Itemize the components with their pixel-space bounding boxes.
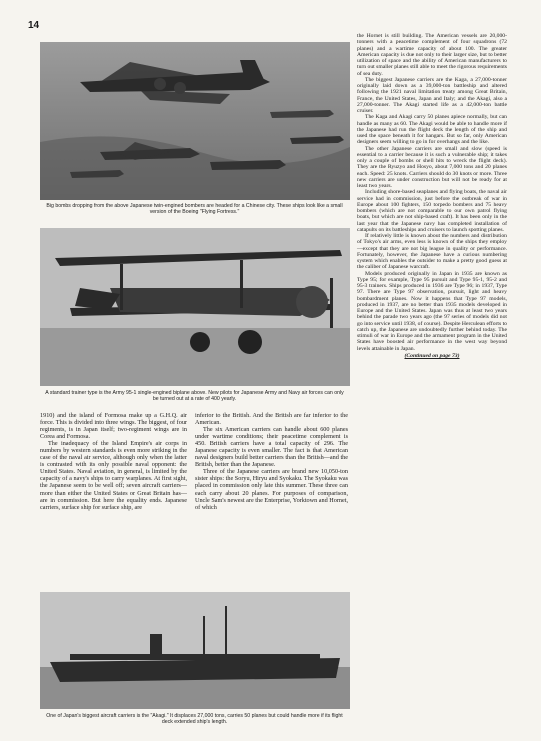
article-paragraph: the Hornet is still building. The American vessels are 20,000-tonners with a peacetime complement of four squadrons (72 planes) and a wartime capacity of about 100. The greater American capacity is due not only to their larger size, but to better utilization of space and the ability of American manufacturers to turn out smaller planes still able to meet the rigorous requirements of sea duty. (357, 33, 507, 77)
bombers-image (40, 42, 350, 200)
article-column-right (357, 33, 507, 359)
article-paragraph: The inadequacy of the Island Empire's air corps in numbers by western standards is even more striking in the case of the naval air service, although only when the latter is contrasted with its only possible naval opponent: the United States. Naval aviation, in general, is limited by the capacity of a navy's ships to carry warplanes. At first sight, the Japanese seem to be well off; seven aircraft carriers—more than either the United States or Great Britain has—are in commission. But here the equality ends. Japanese carriers, surface ship for surface ship, are (40, 440, 187, 511)
article-paragraph: The biggest Japanese carriers are the Kaga, a 27,000-tonner originally laid down as a 39,000-ton battleship and altered following the 1921 naval limitation treaty among Great Britain, France, the United States, Japan and Italy; and the Akagi, also a 27,000-tonner. The Akagi started life as a 42,000-ton battle cruiser. (357, 76, 507, 114)
article-paragraph: The six American carriers can handle about 600 planes under wartime conditions; their peacetime complement is 450. British carriers have a total capacity of 296. The Japanese capacity is even smaller. The fact is that American naval designers build better carriers than the British—and the British, better than the Japanese. (195, 426, 348, 469)
article-column-middle (195, 412, 348, 511)
article-paragraph: The other Japanese carriers are small and slow (speed is essential to a carrier because it is such a vulnerable ship; it takes only a couple of bombs or shell hits to wreck the flight deck). They are the Ryuzyo and Hosyo, about 7,000 tons and 20 planes each. Speed: 25 knots. Carriers should do 30 knots or more. Three new carriers are under construction but will not be ready for at least two years. (357, 145, 507, 189)
carrier-image (40, 592, 350, 709)
article-paragraph: 1910) and the island of Formosa make up a G.H.Q. air force. This is divided into three wings. The biggest, of four regiments, is in Japan itself; two-regiment wings are in Corea and Formosa. (40, 412, 187, 441)
carrier-caption (42, 713, 347, 726)
continued-link[interactable]: (Continued on page 73) (404, 352, 460, 359)
article-paragraph: The Kaga and Akagi carry 50 planes apiece normally, but can handle as many as 60. The Akagi would be able to handle more if the Japanese had run the flight deck the length of the ship and used the space beneath it for hangars. But so far, only American designers seem willing to go in for overhangs and the like. (357, 114, 507, 146)
biplane-caption (42, 390, 347, 403)
article-paragraph: If relatively little is known about the numbers and distribution of Tokyo's air arms, even less is known of the ships they employ—except that they are not big league in quality or performance. Fortunately, however, the Japanese have a curious numbering system which enables the outsider to make a pretty good guess at the caliber of Japanese warcraft. (357, 233, 507, 271)
article-paragraph: Models produced originally in Japan in 1935 are known as Type 95; for example, Type 95 pursuit and Type 95-1, 95-2 and 95-3 trainers. Ships produced in 1936 are Type 96; in 1937, Type 97. There are Type 97 observation, pursuit, light and heavy bombardment planes. Now it happens that Type 97 models, produced in 1937, are no better than 1935 models developed in Europe and the United States. Japan was thus at least two years behind the parade two years ago (the 97 series of models did not go into service until 1938, of course). Despite Herculean efforts to catch up, the Japanese are undoubtedly further behind today. The stimuli of war in Europe and the armament program in the United States have boosted air performance in the west way beyond levels attainable in Japan. (357, 270, 507, 352)
biplane-image (40, 228, 350, 386)
article-paragraph: Including shore-based seaplanes and flying boats, the naval air service had in commission, just before the outbreak of war in Europe about 100 fighters, 150 torpedo bombers and 75 heavy bombers (which are not comparable to our own patrol flying boats, but which are not ship-based craft). It has been only in the last year that the Japanese navy has completed installation of catapults on its battleships and cruisers to launch spotting planes. (357, 189, 507, 233)
bombers-caption (42, 203, 347, 216)
page-number: 14 (28, 20, 40, 31)
article-paragraph: inferior to the British. And the British are far inferior to the American. (195, 412, 348, 427)
article-paragraph: Three of the Japanese carriers are brand new 10,050-ton sister ships: the Soryu, Hiryu and Syokaku. The Syokaku was placed in commission only late this summer. These three can each carry about 20 planes. For purposes of comparison, Uncle Sam's newest are the Enterprise, Yorktown and Hornet, of which (195, 468, 348, 511)
bombers-photo (40, 42, 350, 200)
carrier-caption-text: One of Japan's biggest aircraft carriers is the "Akagi." It displaces 27,000 tons, carries 50 planes but could handle more if its flight deck extended ship's length. (46, 713, 343, 726)
biplane-caption-text: A standard trainer type is the Army 95-1 single-engined biplane above. New pilots for Japanese Army and Navy air forces can only be turned out at a rate of 400 yearly. (45, 390, 344, 403)
article-column-left (40, 412, 187, 511)
biplane-photo (40, 228, 350, 386)
carrier-photo (40, 592, 350, 709)
bombers-caption-text: Big bombs dropping from the above Japanese twin-engined bombers are headed for a Chinese city. These ships look like a small version of the Boeing "Flying Fortress." (46, 203, 343, 216)
